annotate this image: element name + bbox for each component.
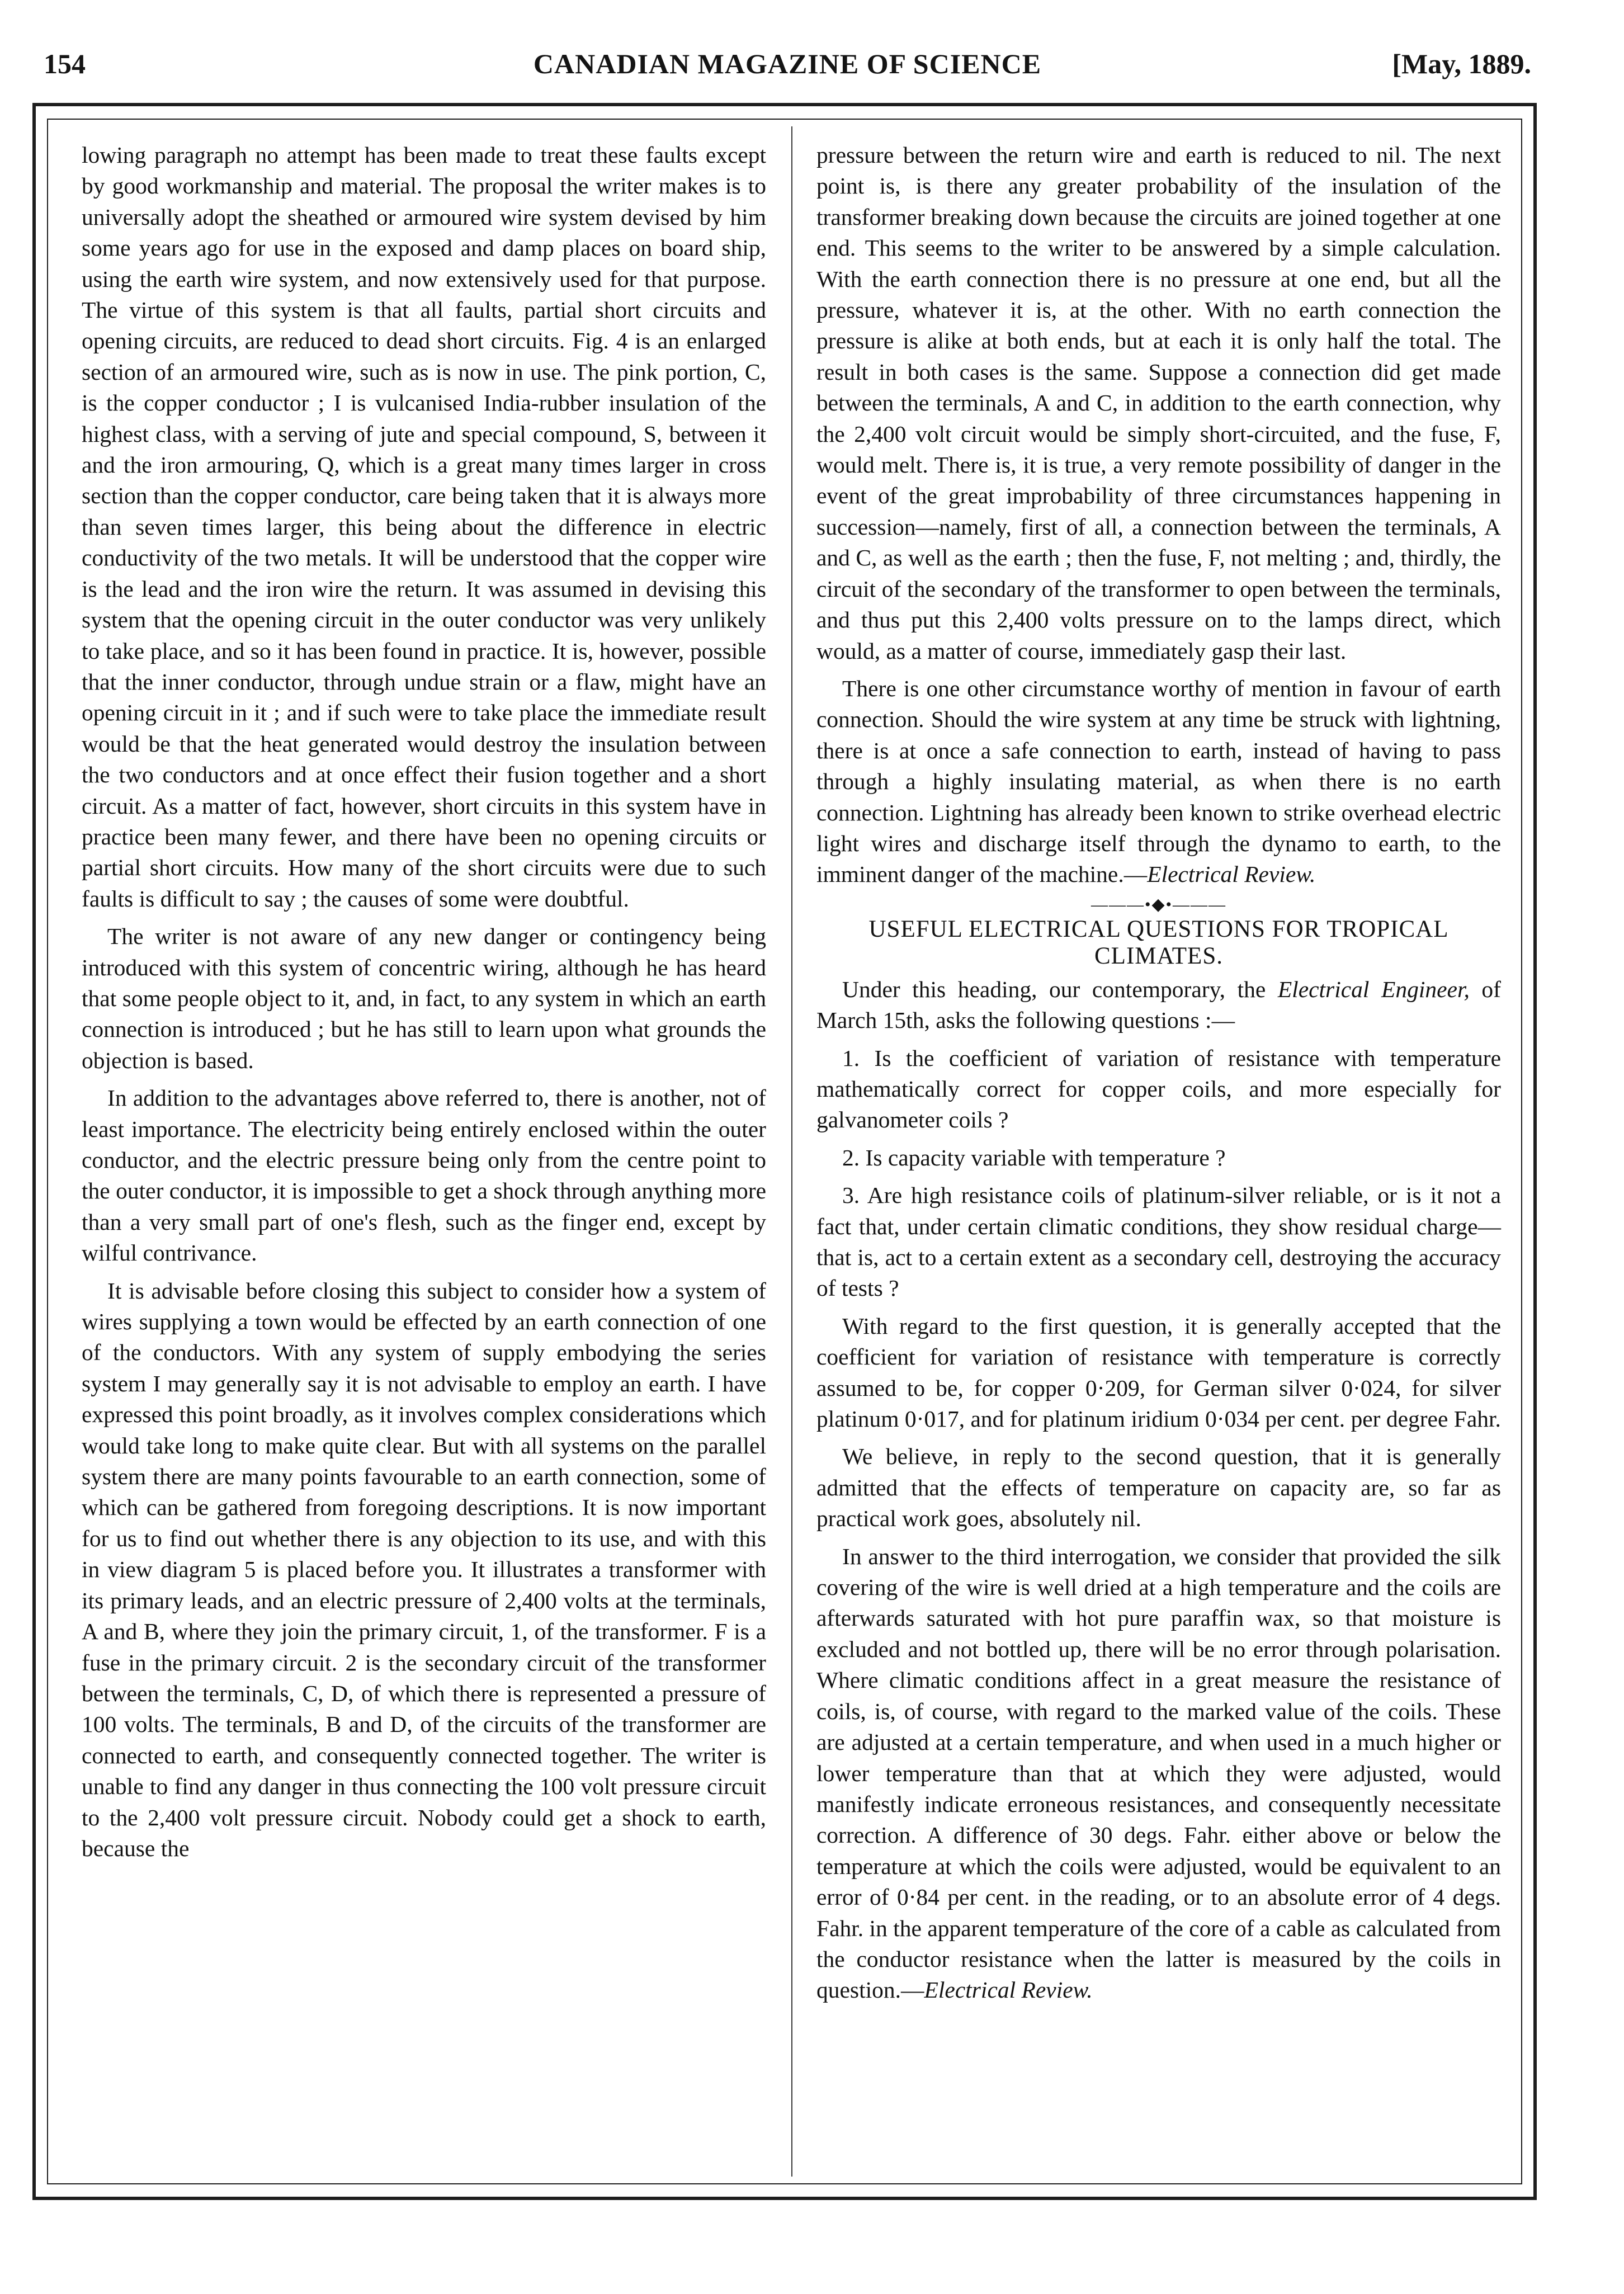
intro-paragraph xyxy=(816,974,1501,1036)
answer-3 xyxy=(816,1541,1501,2006)
article-paragraph: lowing paragraph no attempt has been made to treat these faults except by good workmanship and material. The proposal the writer makes is to universally adopt the sheathed or armoured wire system devised by him some years ago for use in the exposed and damp places on board ship, using the earth wire system, and now extensively used for that purpose. The virtue of this system is that all faults, partial short circuits and opening circuits, are reduced to dead short circuits. Fig. 4 is an enlarged section of an armoured wire, such as is now in use. The pink portion, C, is the copper conductor ; I is vulcanised India-rubber insulation of the highest class, with a serving of jute and special compound, S, between it and the iron armouring, Q, which is a great many times larger in cross section than the copper conductor, care being taken that it is always more than seven times larger, this being about the difference in electric conductivity of the two metals. It will be understood that the copper wire is the lead and the iron wire the return. It was assumed in devising this system that the opening circuit in the outer conductor was very unlikely to take place, and so it has been found in practice. It is, however, possible that the inner conductor, through undue strain or a flaw, might have an opening circuit in it ; and if such were to take place the immediate result would be that the heat generated would destroy the insulation between the two conductors and at once effect their fusion together and a short circuit. As a matter of fact, however, short circuits in this system have in practice been many fewer, and there have been no opening circuits or partial short circuits. How many of the short circuits were due to such faults is difficult to say ; the causes of some were doubtful. xyxy=(82,142,766,912)
section-heading: USEFUL ELECTRICAL QUESTIONS FOR TROPICAL CLIMATES. xyxy=(868,915,1449,969)
section-ornament: ———•◆•——— xyxy=(1090,895,1227,914)
question-3: 3. Are high resistance coils of platinum-silver reliable, or is it not a fact that, under certain climatic conditions, they show residual charge—that is, act to a certain extent as a secondary cell, destroying the accuracy of tests ? xyxy=(816,1182,1501,1301)
source-citation: Electrical Review. xyxy=(924,1977,1093,2003)
running-header xyxy=(44,41,1531,86)
source-citation: Electrical Review. xyxy=(1147,861,1316,888)
article-paragraph xyxy=(816,673,1501,890)
article-paragraph: It is advisable before closing this subject to consider how a system of wires supplying a town would be effected by an earth connection of one of the conductors. With any system of supply embodying the series system I may generally say it is not advisable to employ an earth. I have expressed this point broadly, as it involves complex considerations which would take long to make quite clear. But with all systems on the parallel system there are many points favourable to an earth connection, some of which can be gathered from foregoing descriptions. It is now important for us to find out whether there is any objection to its use, and with this in view diagram 5 is placed before you. It illustrates a transformer with its primary leads, and an electric pressure of 2,400 volts at the terminals, A and B, where they join the primary circuit, 1, of the transformer. F is a fuse in the primary circuit. 2 is the secondary circuit of the transformer between the terminals, C, D, of which there is represented a pressure of 100 volts. The terminals, B and D, of the circuits of the transformer are connected to earth, and consequently connected together. The writer is unable to find any danger in thus connecting the 100 volt pressure circuit to the 2,400 volt pressure circuit. Nobody could get a shock to earth, because the xyxy=(82,1277,766,1861)
journal-title: CANADIAN MAGAZINE OF SCIENCE xyxy=(533,48,1042,79)
article-paragraph: The writer is not aware of any new danger or contingency being introduced with this system of concentric wiring, although he has heard that some people object to it, and, in fact, to any system in which an earth connection is introduced ; but he has still to learn upon what grounds the objection is based. xyxy=(82,923,766,1073)
journal-reference: Electrical Engineer, xyxy=(1277,976,1470,1002)
article-paragraph: pressure between the return wire and earth is reduced to nil. The next point is, is there any greater probability of the insulation of the transformer breaking down because the circuits are joined together at one end. This seems to the writer to be answered by a simple calculation. With the earth connection there is no pressure at one end, but all the pressure, whatever it is, at the other. With no earth connection the pressure is alike at both ends, but at each it is only half the total. The result in both cases is the same. Suppose a connection did get made between the terminals, A and C, in addition to the earth connection, why the 2,400 volt circuit would be simply short-circuited, and the fuse, F, would melt. There is, it is true, a very remote possibility of danger in the event of the great improbability of three circumstances happening in succession—namely, first of all, a connection between the terminals, A and C, as well as the earth ; then the fuse, F, not melting ; and, thirdly, the circuit of the secondary of the transformer to open between the terminals, and thus put this 2,400 volts pressure on to the lamps direct, which would, as a matter of course, immediately gasp their last. xyxy=(816,142,1501,664)
paragraph-text: In answer to the third interrogation, we consider that provided the silk covering of the wire is well dried at a high temperature and the coils are afterwards saturated with hot pure paraffin wax, so that moisture is excluded and not bottled up, there will be no error through polarisation. Where climatic conditions affect in a great measure the resistance of coils, is, of course, with regard to the marked value of the coils. These are adjusted at a certain temperature, and when used in a much higher or lower temperature than that at which they were adjusted, would manifestly indicate erroneous resistances, and consequently necessitate correction. A difference of 30 degs. Fahr. either above or below the temperature at which the coils were adjusted, would be equivalent to an error of 0·84 per cent. in the reading, or to an absolute error of 4 degs. Fahr. in the apparent temperature of the core of a cable as calculated from the conductor resistance when the latter is measured by the coils in question.— xyxy=(816,1543,1501,2003)
left-column xyxy=(82,140,766,1871)
paragraph-text: There is one other circumstance worthy of mention in favour of earth connection. Should the wire system at any time be struck with lightning, there is at once a safe connection to earth, instead of having to pass through a highly insulating material, as when there is no earth connection. Lightning has already been known to strike overhead electric light wires and discharge itself through the dynamo to earth, to the imminent danger of the machine.— xyxy=(816,675,1501,888)
intro-text: Under this heading, our contemporary, the xyxy=(842,976,1278,1002)
intro-text: of March 15th, asks the following questions :— xyxy=(816,976,1501,1033)
answer-1: With regard to the first question, it is generally accepted that the coefficient for variation of resistance with temperature is correctly assumed to be, for copper 0·209, for German silver 0·024, for silver platinum 0·017, and for platinum iridium 0·034 per cent. per degree Fahr. xyxy=(816,1313,1501,1432)
answer-2: We believe, in reply to the second question, that it is generally admitted that the effects of temperature on capacity are, so far as practical work goes, absolutely nil. xyxy=(816,1443,1501,1532)
right-column xyxy=(816,140,1501,2013)
question-2: 2. Is capacity variable with temperature ? xyxy=(842,1144,1226,1170)
article-paragraph: In addition to the advantages above referred to, there is another, not of least importance. The electricity being entirely enclosed within the outer conductor, and the electric pressure being only from the centre point to the outer conductor, it is impossible to get a shock through anything more than a very small part of one's flesh, such as the finger end, except by wilful contrivance. xyxy=(82,1085,766,1266)
column-divider xyxy=(791,126,792,2177)
question-1: 1. Is the coefficient of variation of resistance with temperature mathematically correct for copper coils, and more especially for galvanometer coils ? xyxy=(816,1045,1501,1133)
issue-date: [May, 1889. xyxy=(1392,48,1531,79)
page-number: 154 xyxy=(44,48,86,79)
